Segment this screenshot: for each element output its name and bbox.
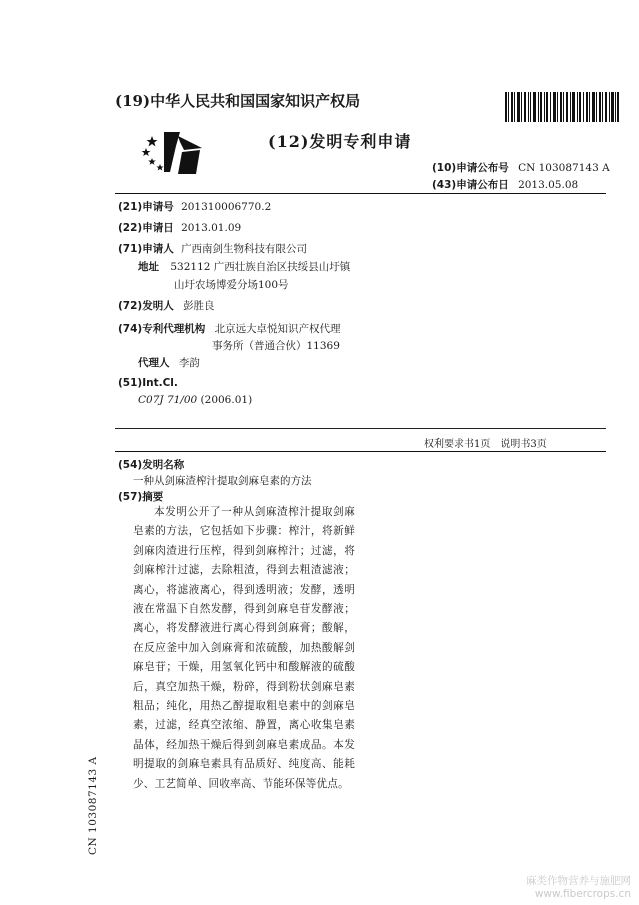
sipo-emblem-icon [140,128,212,176]
application-date-label: (22)申请日 [118,222,174,234]
address-line-1: 532112 广西壮族自治区扶绥县山圩镇 [170,261,351,273]
publication-date-label: (43)申请公布日 [432,179,509,191]
address-label: 地址 [138,261,159,273]
publication-date: 2013.05.08 [518,179,579,191]
agent-row [138,355,200,370]
agent-label: 代理人 [138,357,170,369]
watermark-line-2: www.fibercrops.cn [534,888,631,900]
watermark-line-1: 麻类作物营养与施肥网 [526,875,631,887]
inventor-label: (72)发明人 [118,300,174,312]
intcl-code: C07J 71/00 [138,394,198,406]
agency-label: (74)专利代理机构 [118,323,206,335]
agency-line-2: 事务所（普通合伙）11369 [212,340,340,352]
publication-number: CN 103087143 A [518,162,610,174]
inventor-name: 彭胜良 [183,300,215,312]
intcl-version: (2006.01) [200,394,253,406]
publication-number-label: (10)申请公布号 [432,162,509,174]
abstract-text: 本发明公开了一种从剑麻渣榨汁提取剑麻皂素的方法，它包括如下步骤：榨汁，将新鲜剑麻肉渣进行压榨，得到剑麻榨汁；过滤，将剑麻榨汁过滤，去除粗渣，得到去粗渣滤液；离心，将滤液离心，得到透明液；发酵，透明液在常温下自然发酵，得到剑麻皂苷发酵液；离心，将发酵液进行离心得到剑麻膏；酸解，在反应釜中加入剑麻膏和浓硫酸，加热酸解剑麻皂苷；干燥，用氢氧化钙中和酸解液的硫酸后，真空加热干燥，粉碎，得到粉状剑麻皂素粗品；纯化，用热乙醇提取粗皂素中的剑麻皂素，过滤，经真空浓缩、静置，离心收集皂素晶体，经加热干燥后得到剑麻皂素成品。本发明提取的剑麻皂素具有品质好、纯度高、能耗少、工艺简单、回收率高、节能环保等优点。 [133,506,355,790]
publication-number-row [432,160,610,175]
watermark [526,875,631,901]
barcode-bars [505,92,619,122]
office-name: (19)中华人民共和国国家知识产权局 [115,92,361,110]
agency-line-1: 北京远大卓悦知识产权代理 [214,323,341,335]
publication-date-row [432,177,578,192]
application-date: 2013.01.09 [181,222,242,234]
application-number-row [118,199,271,214]
side-publication-number: CN 103087143 A [87,756,99,855]
agency-row [118,321,341,336]
page-counts: 权利要求书1页 说明书3页 [424,439,547,450]
header-divider [115,193,606,194]
address-line-2: 山圩农场博爱分场100号 [174,279,289,291]
applicant-row [118,241,307,256]
document-type-title: (12)发明专利申请 [268,132,412,151]
applicant-name: 广西南剑生物科技有限公司 [181,243,308,255]
application-date-row [118,220,241,235]
section-divider-bottom [115,451,606,452]
intcl-label: (51)Int.Cl. [118,377,178,389]
application-number-label: (21)申请号 [118,201,174,213]
applicant-label: (71)申请人 [118,243,174,255]
abstract-label: (57)摘要 [118,491,164,503]
invention-name: 一种从剑麻渣榨汁提取剑麻皂素的方法 [133,475,312,487]
intcl-row [138,394,252,406]
application-number: 201310006770.2 [181,201,272,213]
address-row [138,259,350,274]
invention-name-label: (54)发明名称 [118,459,185,471]
agent-name: 李韵 [178,357,200,369]
inventor-row [118,298,215,313]
barcode [505,92,619,122]
section-divider-top [115,428,606,429]
